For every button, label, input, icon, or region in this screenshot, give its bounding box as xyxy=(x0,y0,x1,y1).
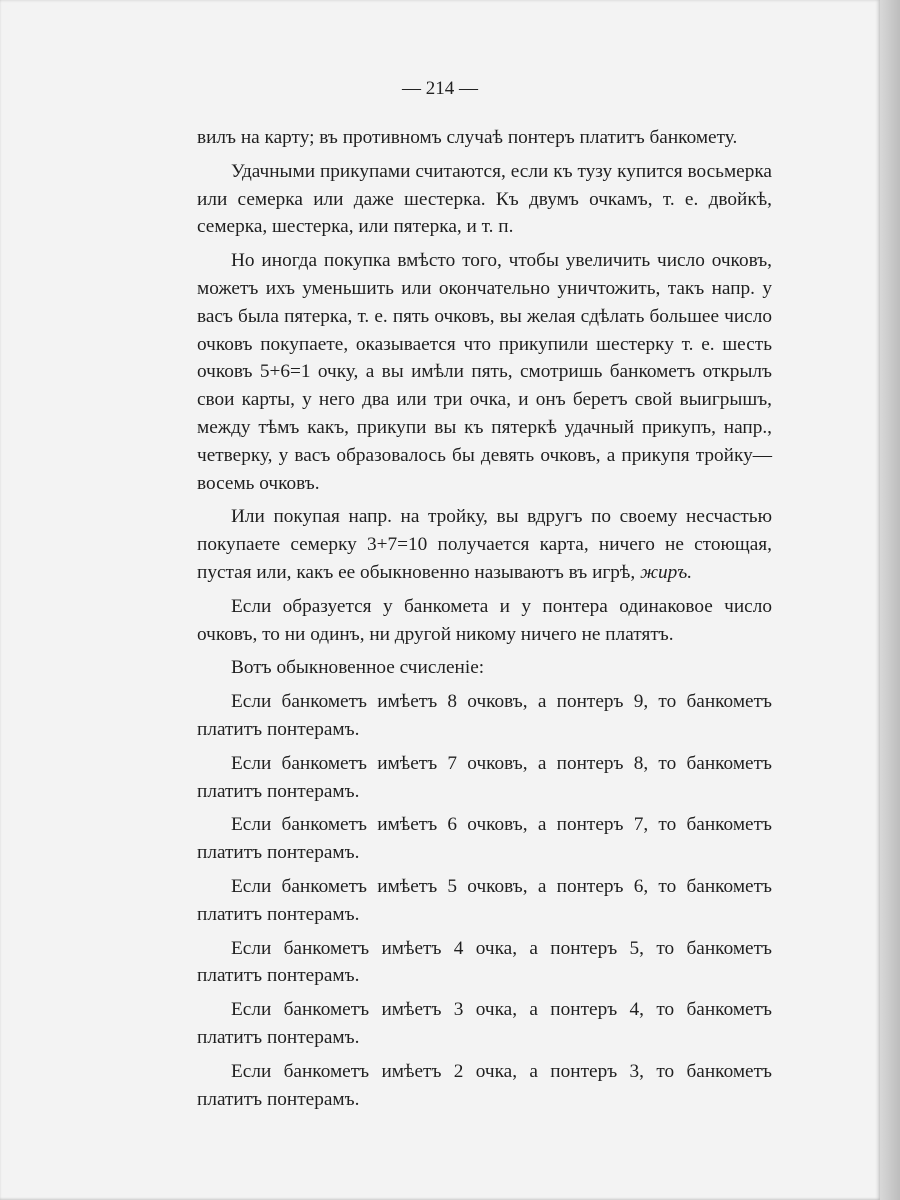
paragraph: Если образуется у банкомета и у понтера одинаковое число очковъ, то ни одинъ, ни другой никому ничего не платятъ. xyxy=(197,595,772,645)
paragraph: Если банкометъ имѣетъ 3 очка, а понтеръ 4, то банкометъ платитъ понтерамъ. xyxy=(197,999,772,1048)
paragraph: Но иногда покупка вмѣсто того, чтобы увеличить число очковъ, можетъ ихъ уменьшить или окончательно уничтожить, такъ напр. у васъ была пятерка, т. е. пять очковъ, вы желая сдѣлать большее число очковъ покупаете, оказывается что прикупили шестерку т. е. шесть очковъ 5+6=1 очку, а вы имѣли пять, смотришь банкометъ открылъ свои карты, у него два или три очка, и онъ беретъ свой выигрышъ, между тѣмъ какъ, прикупи вы къ пятеркѣ удачный прикупъ, напр., четверку, у васъ образовалось бы девять очковъ, а прикупя тройку—восемь очковъ. xyxy=(197,250,772,494)
paragraph: Если банкометъ имѣетъ 7 очковъ, а понтеръ 8, то банкометъ платитъ понтерамъ. xyxy=(197,752,772,802)
italic-term: жиръ. xyxy=(640,561,693,583)
paragraph xyxy=(197,503,772,586)
paragraph: Удачными прикупами считаются, если къ тузу купится восьмерка или семерка или даже шестерка. Къ двумъ очкамъ, т. е. двойкѣ, семерка, шестерка, или пятерка, и т. п. xyxy=(197,160,772,238)
paragraph: Если банкометъ имѣетъ 5 очковъ, а понтеръ 6, то банкометъ платитъ понтерамъ. xyxy=(197,875,772,925)
paragraph: Если банкометъ имѣетъ 6 очковъ, а понтеръ 7, то банкометъ платитъ понтерамъ. xyxy=(197,814,772,864)
paragraph: Если банкометъ имѣетъ 2 очка, а понтеръ 3, то банкометъ платитъ понтерамъ. xyxy=(197,1060,772,1110)
paragraph: Если банкометъ имѣетъ 4 очка, а понтеръ 5, то банкометъ платитъ понтерамъ. xyxy=(197,937,772,987)
page-body xyxy=(197,124,772,1113)
paragraph: Вотъ обыкновенное счисленіе: xyxy=(231,657,485,679)
page-number: — 214 — xyxy=(402,78,478,99)
page-edge xyxy=(880,0,900,1200)
paragraph: вилъ на карту; въ противномъ случаѣ понтеръ платитъ банкомету. xyxy=(197,127,738,148)
paragraph: Если банкометъ имѣетъ 8 очковъ, а понтеръ 9, то банкометъ платитъ понтерамъ. xyxy=(197,691,772,740)
paragraph-text: Или покупая напр. на тройку, вы вдругъ по своему несчастью покупаете семерку 3+7=10 получается карта, ничего не стоющая, пустая или, какъ ее обыкновенно называютъ въ игрѣ, xyxy=(197,506,772,583)
